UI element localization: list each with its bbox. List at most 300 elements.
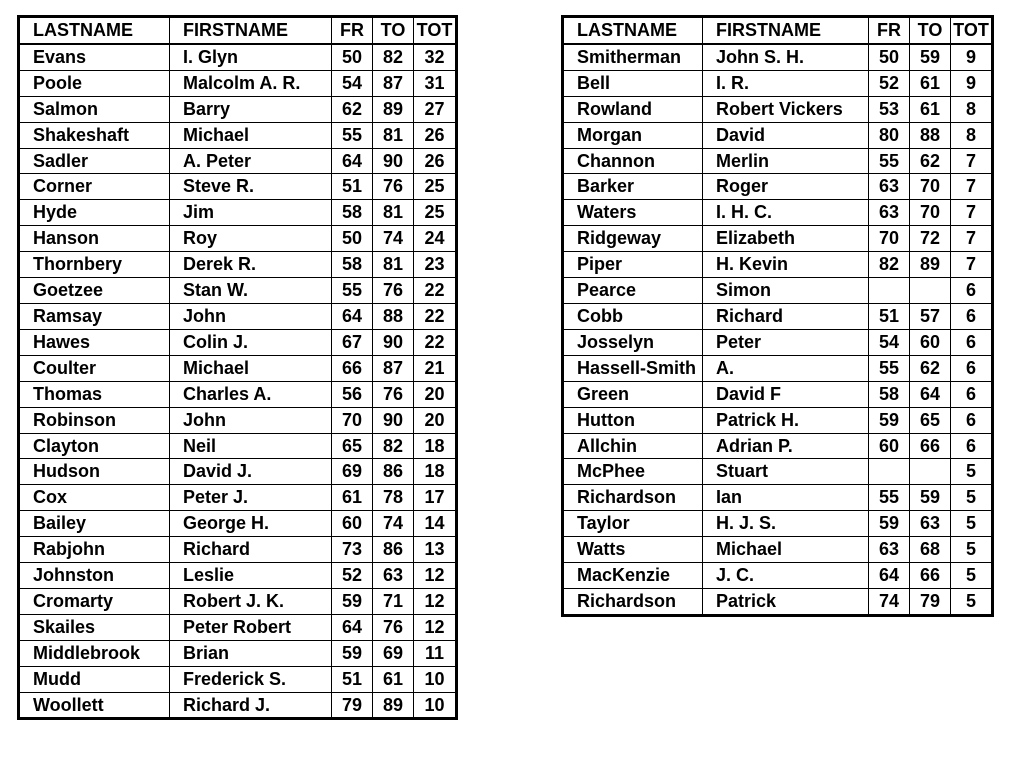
- to-cell: 65: [910, 407, 951, 433]
- firstname-cell: Leslie: [170, 563, 332, 589]
- table-row: [563, 148, 993, 174]
- table-row: [563, 459, 993, 485]
- fr-cell: 64: [332, 614, 373, 640]
- fr-cell: 59: [869, 511, 910, 537]
- lastname-cell: Hassell-Smith: [563, 355, 703, 381]
- table-row: [563, 278, 993, 304]
- table-row: [19, 174, 457, 200]
- to-cell: 82: [373, 433, 414, 459]
- lastname-cell: Salmon: [19, 96, 170, 122]
- firstname-cell: Michael: [170, 122, 332, 148]
- tot-cell: 6: [951, 329, 993, 355]
- to-cell: 76: [373, 614, 414, 640]
- fr-cell: 54: [869, 329, 910, 355]
- tot-cell: 22: [414, 329, 457, 355]
- lastname-cell: Barker: [563, 174, 703, 200]
- table-row: [19, 252, 457, 278]
- table-row: [563, 226, 993, 252]
- to-cell: 59: [910, 485, 951, 511]
- left-table-body: [19, 17, 457, 719]
- fr-cell: 63: [869, 174, 910, 200]
- to-cell: 68: [910, 537, 951, 563]
- firstname-cell: David F: [703, 381, 869, 407]
- fr-cell: 62: [332, 96, 373, 122]
- to-cell: 64: [910, 381, 951, 407]
- lastname-cell: Middlebrook: [19, 640, 170, 666]
- lastname-cell: Clayton: [19, 433, 170, 459]
- lastname-cell: Woollett: [19, 692, 170, 719]
- lastname-cell: Ridgeway: [563, 226, 703, 252]
- lastname-cell: Corner: [19, 174, 170, 200]
- tot-cell: 5: [951, 485, 993, 511]
- firstname-cell: I. Glyn: [170, 44, 332, 70]
- table-row: [563, 485, 993, 511]
- fr-cell: 79: [332, 692, 373, 719]
- table-row: [19, 588, 457, 614]
- table-header-row: [19, 17, 457, 44]
- lastname-cell: Piper: [563, 252, 703, 278]
- firstname-cell: I. R.: [703, 70, 869, 96]
- tot-cell: 10: [414, 692, 457, 719]
- fr-cell: 80: [869, 122, 910, 148]
- lastname-cell: Thornbery: [19, 252, 170, 278]
- fr-cell: 54: [332, 70, 373, 96]
- to-cell: 71: [373, 588, 414, 614]
- to-cell: 76: [373, 278, 414, 304]
- table-row: [19, 563, 457, 589]
- fr-cell: 55: [869, 148, 910, 174]
- tot-cell: 17: [414, 485, 457, 511]
- fr-cell: 61: [332, 485, 373, 511]
- to-cell: 82: [373, 44, 414, 70]
- tot-cell: 20: [414, 381, 457, 407]
- table-row: [19, 511, 457, 537]
- table-row: [19, 44, 457, 70]
- to-cell: 70: [910, 174, 951, 200]
- tot-cell: 10: [414, 666, 457, 692]
- fr-cell: 59: [869, 407, 910, 433]
- lastname-cell: Rabjohn: [19, 537, 170, 563]
- to-cell: 86: [373, 459, 414, 485]
- to-cell: 59: [910, 44, 951, 70]
- tot-cell: 26: [414, 122, 457, 148]
- tot-cell: 12: [414, 588, 457, 614]
- firstname-cell: H. J. S.: [703, 511, 869, 537]
- to-cell: 81: [373, 200, 414, 226]
- lastname-cell: Mudd: [19, 666, 170, 692]
- fr-cell: 60: [332, 511, 373, 537]
- firstname-cell: Merlin: [703, 148, 869, 174]
- fr-cell: 55: [869, 485, 910, 511]
- fr-cell: 63: [869, 537, 910, 563]
- lastname-cell: Sadler: [19, 148, 170, 174]
- column-header-tot: TOT: [414, 17, 457, 44]
- to-cell: 89: [373, 692, 414, 719]
- fr-cell: [869, 278, 910, 304]
- fr-cell: 52: [332, 563, 373, 589]
- table-row: [19, 70, 457, 96]
- tot-cell: 6: [951, 407, 993, 433]
- lastname-cell: Hudson: [19, 459, 170, 485]
- lastname-cell: Hanson: [19, 226, 170, 252]
- tot-cell: 24: [414, 226, 457, 252]
- lastname-cell: McPhee: [563, 459, 703, 485]
- table-row: [563, 174, 993, 200]
- to-cell: 76: [373, 174, 414, 200]
- to-cell: 74: [373, 511, 414, 537]
- tot-cell: 11: [414, 640, 457, 666]
- firstname-cell: Stan W.: [170, 278, 332, 304]
- column-header-lastname: LASTNAME: [563, 17, 703, 44]
- fr-cell: 64: [332, 303, 373, 329]
- firstname-cell: A.: [703, 355, 869, 381]
- firstname-cell: Patrick H.: [703, 407, 869, 433]
- column-header-fr: FR: [869, 17, 910, 44]
- firstname-cell: Patrick: [703, 588, 869, 615]
- column-header-fr: FR: [332, 17, 373, 44]
- fr-cell: 50: [332, 44, 373, 70]
- firstname-cell: Barry: [170, 96, 332, 122]
- lastname-cell: Smitherman: [563, 44, 703, 70]
- table-row: [563, 200, 993, 226]
- table-row: [563, 44, 993, 70]
- table-row: [19, 433, 457, 459]
- lastname-cell: Channon: [563, 148, 703, 174]
- to-cell: 62: [910, 355, 951, 381]
- lastname-cell: Skailes: [19, 614, 170, 640]
- to-cell: 66: [910, 563, 951, 589]
- fr-cell: 55: [332, 278, 373, 304]
- firstname-cell: Michael: [703, 537, 869, 563]
- table-row: [19, 226, 457, 252]
- fr-cell: 67: [332, 329, 373, 355]
- firstname-cell: Peter Robert: [170, 614, 332, 640]
- firstname-cell: Michael: [170, 355, 332, 381]
- fr-cell: 64: [332, 148, 373, 174]
- fr-cell: 51: [869, 303, 910, 329]
- table-row: [19, 96, 457, 122]
- tot-cell: 7: [951, 200, 993, 226]
- firstname-cell: Brian: [170, 640, 332, 666]
- to-cell: 90: [373, 148, 414, 174]
- firstname-cell: Robert Vickers: [703, 96, 869, 122]
- tot-cell: 5: [951, 537, 993, 563]
- firstname-cell: Peter J.: [170, 485, 332, 511]
- table-row: [563, 588, 993, 615]
- table-row: [19, 640, 457, 666]
- table-row: [563, 355, 993, 381]
- tot-cell: 6: [951, 381, 993, 407]
- lastname-cell: Waters: [563, 200, 703, 226]
- tot-cell: 21: [414, 355, 457, 381]
- tot-cell: 7: [951, 174, 993, 200]
- tot-cell: 18: [414, 459, 457, 485]
- fr-cell: 70: [332, 407, 373, 433]
- firstname-cell: John: [170, 303, 332, 329]
- fr-cell: 58: [332, 252, 373, 278]
- firstname-cell: Neil: [170, 433, 332, 459]
- fr-cell: 56: [332, 381, 373, 407]
- to-cell: 89: [373, 96, 414, 122]
- to-cell: 76: [373, 381, 414, 407]
- column-header-to: TO: [910, 17, 951, 44]
- lastname-cell: Hyde: [19, 200, 170, 226]
- lastname-cell: Allchin: [563, 433, 703, 459]
- firstname-cell: Roy: [170, 226, 332, 252]
- lastname-cell: Johnston: [19, 563, 170, 589]
- firstname-cell: Robert J. K.: [170, 588, 332, 614]
- lastname-cell: Poole: [19, 70, 170, 96]
- fr-cell: 59: [332, 640, 373, 666]
- table-row: [19, 303, 457, 329]
- lastname-cell: Watts: [563, 537, 703, 563]
- fr-cell: 55: [332, 122, 373, 148]
- tot-cell: 5: [951, 588, 993, 615]
- table-row: [563, 303, 993, 329]
- table-row: [19, 485, 457, 511]
- table-row: [563, 122, 993, 148]
- firstname-cell: David J.: [170, 459, 332, 485]
- lastname-cell: Cromarty: [19, 588, 170, 614]
- to-cell: [910, 278, 951, 304]
- firstname-cell: Charles A.: [170, 381, 332, 407]
- tot-cell: 22: [414, 278, 457, 304]
- table-row: [19, 329, 457, 355]
- table-row: [19, 407, 457, 433]
- table-row: [563, 252, 993, 278]
- table-row: [19, 666, 457, 692]
- tot-cell: 27: [414, 96, 457, 122]
- lastname-cell: Bell: [563, 70, 703, 96]
- to-cell: 78: [373, 485, 414, 511]
- firstname-cell: Richard: [703, 303, 869, 329]
- firstname-cell: George H.: [170, 511, 332, 537]
- right-table-body: [563, 17, 993, 616]
- table-row: [563, 329, 993, 355]
- tot-cell: 20: [414, 407, 457, 433]
- to-cell: 87: [373, 355, 414, 381]
- to-cell: 72: [910, 226, 951, 252]
- table-row: [19, 459, 457, 485]
- table-row: [19, 381, 457, 407]
- fr-cell: 58: [869, 381, 910, 407]
- firstname-cell: Jim: [170, 200, 332, 226]
- tot-cell: 7: [951, 148, 993, 174]
- to-cell: 63: [910, 511, 951, 537]
- lastname-cell: Bailey: [19, 511, 170, 537]
- tot-cell: 6: [951, 278, 993, 304]
- firstname-cell: H. Kevin: [703, 252, 869, 278]
- to-cell: 61: [910, 96, 951, 122]
- lastname-cell: Robinson: [19, 407, 170, 433]
- to-cell: 79: [910, 588, 951, 615]
- lastname-cell: Richardson: [563, 588, 703, 615]
- firstname-cell: John: [170, 407, 332, 433]
- fr-cell: 53: [869, 96, 910, 122]
- to-cell: 88: [910, 122, 951, 148]
- lastname-cell: Shakeshaft: [19, 122, 170, 148]
- firstname-cell: Richard J.: [170, 692, 332, 719]
- lastname-cell: Cox: [19, 485, 170, 511]
- column-header-tot: TOT: [951, 17, 993, 44]
- column-header-to: TO: [373, 17, 414, 44]
- firstname-cell: Ian: [703, 485, 869, 511]
- to-cell: 81: [373, 122, 414, 148]
- to-cell: [910, 459, 951, 485]
- lastname-cell: Thomas: [19, 381, 170, 407]
- firstname-cell: David: [703, 122, 869, 148]
- firstname-cell: Roger: [703, 174, 869, 200]
- tot-cell: 23: [414, 252, 457, 278]
- to-cell: 60: [910, 329, 951, 355]
- lastname-cell: Morgan: [563, 122, 703, 148]
- to-cell: 74: [373, 226, 414, 252]
- fr-cell: 70: [869, 226, 910, 252]
- lastname-cell: Pearce: [563, 278, 703, 304]
- tot-cell: 5: [951, 511, 993, 537]
- lastname-cell: Josselyn: [563, 329, 703, 355]
- table-row: [563, 433, 993, 459]
- firstname-cell: Peter: [703, 329, 869, 355]
- fr-cell: 65: [332, 433, 373, 459]
- to-cell: 90: [373, 407, 414, 433]
- lastname-cell: Coulter: [19, 355, 170, 381]
- tot-cell: 6: [951, 433, 993, 459]
- fr-cell: 60: [869, 433, 910, 459]
- tot-cell: 12: [414, 563, 457, 589]
- firstname-cell: Adrian P.: [703, 433, 869, 459]
- to-cell: 90: [373, 329, 414, 355]
- to-cell: 86: [373, 537, 414, 563]
- tot-cell: 8: [951, 96, 993, 122]
- table-row: [19, 692, 457, 719]
- table-row: [19, 537, 457, 563]
- tot-cell: 26: [414, 148, 457, 174]
- column-header-lastname: LASTNAME: [19, 17, 170, 44]
- tot-cell: 32: [414, 44, 457, 70]
- fr-cell: 50: [332, 226, 373, 252]
- lastname-cell: Hutton: [563, 407, 703, 433]
- fr-cell: 73: [332, 537, 373, 563]
- fr-cell: 51: [332, 174, 373, 200]
- to-cell: 61: [910, 70, 951, 96]
- to-cell: 57: [910, 303, 951, 329]
- lastname-cell: Green: [563, 381, 703, 407]
- tot-cell: 18: [414, 433, 457, 459]
- tot-cell: 25: [414, 200, 457, 226]
- left-table: [17, 15, 458, 720]
- firstname-cell: Stuart: [703, 459, 869, 485]
- firstname-cell: J. C.: [703, 563, 869, 589]
- firstname-cell: Frederick S.: [170, 666, 332, 692]
- to-cell: 70: [910, 200, 951, 226]
- firstname-cell: Malcolm A. R.: [170, 70, 332, 96]
- fr-cell: 63: [869, 200, 910, 226]
- lastname-cell: Richardson: [563, 485, 703, 511]
- firstname-cell: John S. H.: [703, 44, 869, 70]
- tot-cell: 13: [414, 537, 457, 563]
- to-cell: 69: [373, 640, 414, 666]
- to-cell: 81: [373, 252, 414, 278]
- table-row: [563, 511, 993, 537]
- tot-cell: 5: [951, 563, 993, 589]
- lastname-cell: Rowland: [563, 96, 703, 122]
- table-row: [563, 537, 993, 563]
- fr-cell: [869, 459, 910, 485]
- tot-cell: 25: [414, 174, 457, 200]
- to-cell: 63: [373, 563, 414, 589]
- table-header-row: [563, 17, 993, 44]
- tot-cell: 22: [414, 303, 457, 329]
- firstname-cell: Colin J.: [170, 329, 332, 355]
- table-row: [19, 148, 457, 174]
- tot-cell: 8: [951, 122, 993, 148]
- fr-cell: 82: [869, 252, 910, 278]
- right-table: [561, 15, 994, 617]
- table-row: [563, 70, 993, 96]
- table-row: [563, 381, 993, 407]
- table-row: [19, 355, 457, 381]
- firstname-cell: Steve R.: [170, 174, 332, 200]
- table-row: [19, 122, 457, 148]
- fr-cell: 58: [332, 200, 373, 226]
- to-cell: 89: [910, 252, 951, 278]
- fr-cell: 50: [869, 44, 910, 70]
- fr-cell: 52: [869, 70, 910, 96]
- lastname-cell: Hawes: [19, 329, 170, 355]
- table-row: [19, 614, 457, 640]
- tot-cell: 7: [951, 252, 993, 278]
- fr-cell: 51: [332, 666, 373, 692]
- lastname-cell: MacKenzie: [563, 563, 703, 589]
- fr-cell: 66: [332, 355, 373, 381]
- to-cell: 88: [373, 303, 414, 329]
- to-cell: 87: [373, 70, 414, 96]
- firstname-cell: Elizabeth: [703, 226, 869, 252]
- firstname-cell: Simon: [703, 278, 869, 304]
- fr-cell: 74: [869, 588, 910, 615]
- column-header-firstname: FIRSTNAME: [170, 17, 332, 44]
- lastname-cell: Taylor: [563, 511, 703, 537]
- tot-cell: 7: [951, 226, 993, 252]
- tot-cell: 9: [951, 70, 993, 96]
- firstname-cell: I. H. C.: [703, 200, 869, 226]
- tot-cell: 6: [951, 355, 993, 381]
- table-row: [563, 407, 993, 433]
- firstname-cell: A. Peter: [170, 148, 332, 174]
- to-cell: 62: [910, 148, 951, 174]
- firstname-cell: Richard: [170, 537, 332, 563]
- firstname-cell: Derek R.: [170, 252, 332, 278]
- fr-cell: 55: [869, 355, 910, 381]
- to-cell: 66: [910, 433, 951, 459]
- tot-cell: 14: [414, 511, 457, 537]
- fr-cell: 59: [332, 588, 373, 614]
- tot-cell: 12: [414, 614, 457, 640]
- lastname-cell: Goetzee: [19, 278, 170, 304]
- lastname-cell: Cobb: [563, 303, 703, 329]
- table-row: [19, 278, 457, 304]
- table-row: [563, 96, 993, 122]
- fr-cell: 69: [332, 459, 373, 485]
- fr-cell: 64: [869, 563, 910, 589]
- column-header-firstname: FIRSTNAME: [703, 17, 869, 44]
- tot-cell: 9: [951, 44, 993, 70]
- tot-cell: 31: [414, 70, 457, 96]
- lastname-cell: Evans: [19, 44, 170, 70]
- tot-cell: 5: [951, 459, 993, 485]
- tot-cell: 6: [951, 303, 993, 329]
